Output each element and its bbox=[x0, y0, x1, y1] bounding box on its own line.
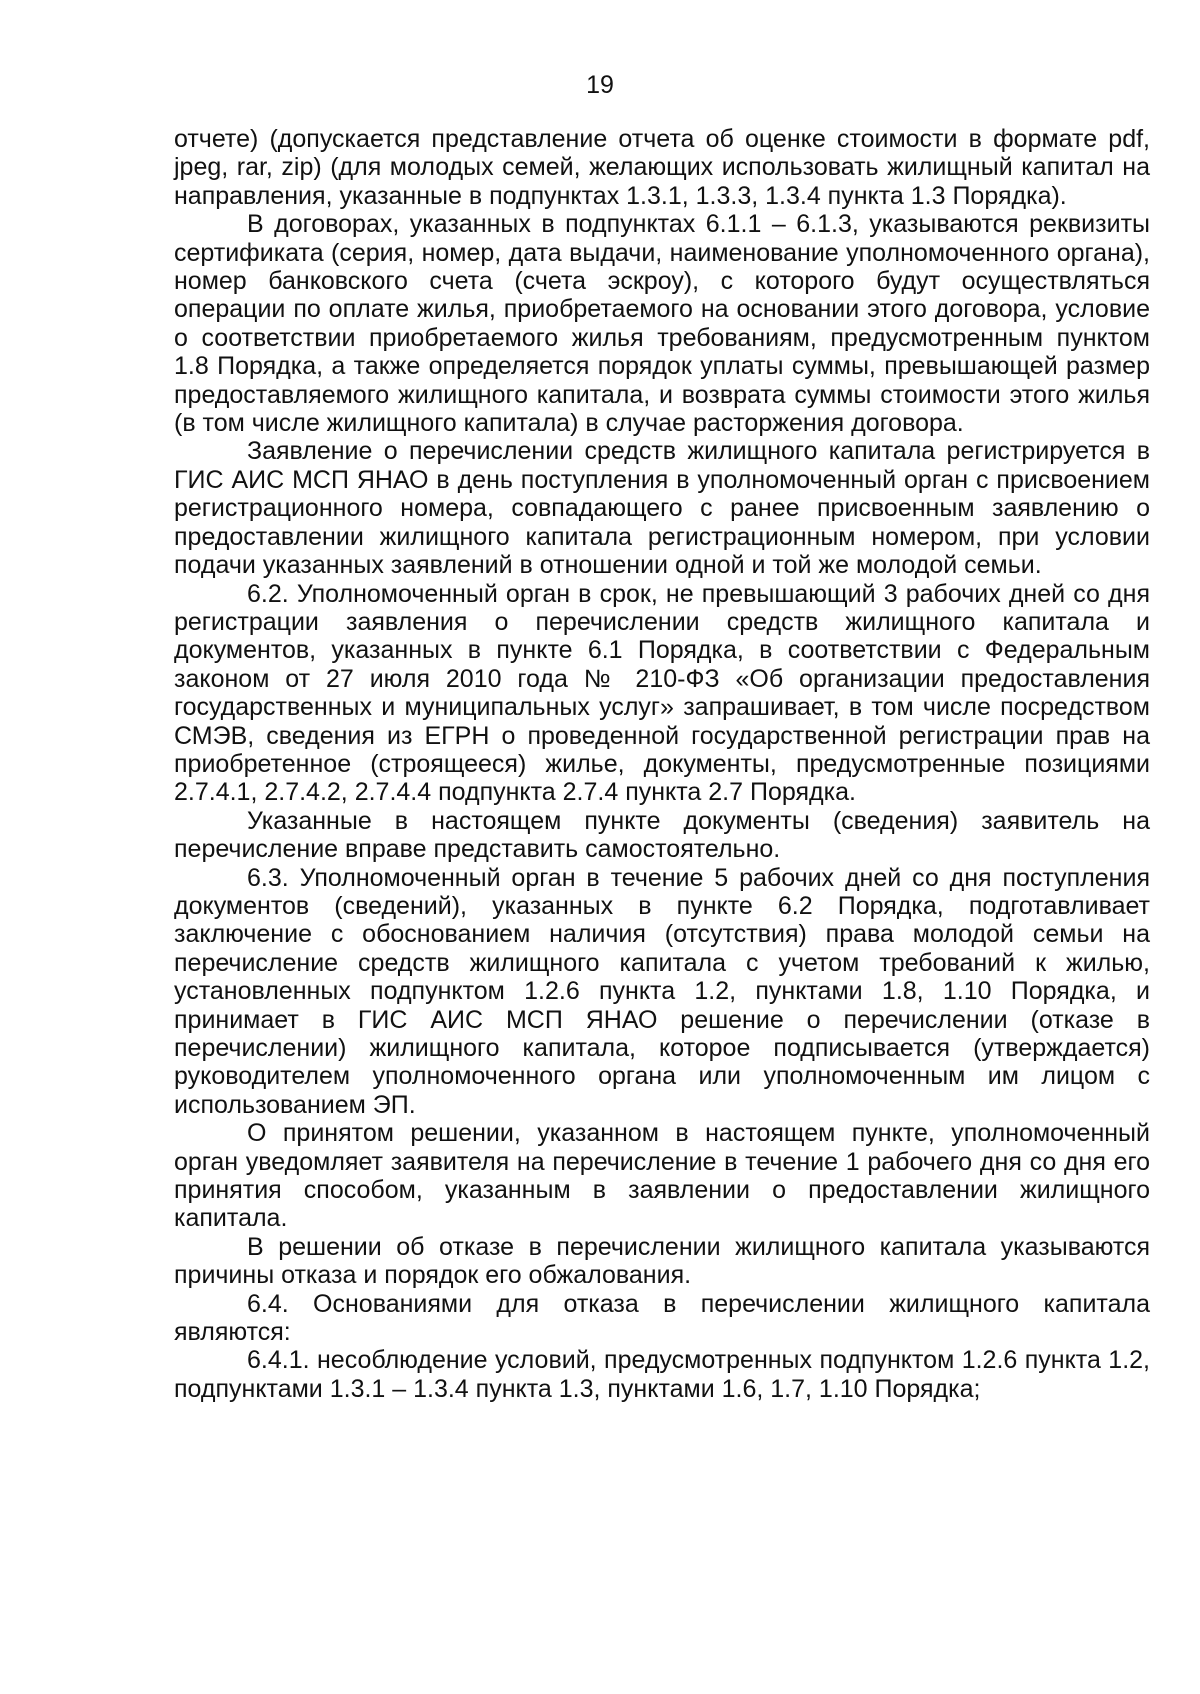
paragraph-6-2: 6.2. Уполномоченный орган в срок, не превышающий 3 рабочих дней со дня регистрации заявления о перечислении средств жилищного капитала и документов, указанных в пункте 6.1 Порядка, в соответствии с Федеральным законом от 27 июля 2010 года № 210-ФЗ «Об организации предоставления государственных и муниципальных услуг» запрашивает, в том числе посредством СМЭВ, сведения из ЕГРН о проведенной государственной регистрации прав на приобретенное (строящееся) жилье, документы, предусмотренные позициями 2.7.4.1, 2.7.4.2, 2.7.4.4 подпункта 2.7.4 пункта 2.7 Порядка. bbox=[174, 579, 1150, 807]
page-number: 19 bbox=[586, 71, 614, 99]
paragraph-3: Заявление о перечислении средств жилищного капитала регистрируется в ГИС АИС МСП ЯНАО в день поступления в уполномоченный орган с присвоением регистрационного номера, совпадающего с ранее присвоенным заявлению о предоставлении жилищного капитала регистрационным номером, при условии подачи указанных заявлений в отношении одной и той же молодой семьи. bbox=[174, 437, 1150, 580]
paragraph-7: О принятом решении, указанном в настоящем пункте, уполномоченный орган уведомляет заявителя на перечисление в течение 1 рабочего дня со дня его принятия способом, указанным в заявлении о предоставлении жилищного капитала. bbox=[174, 1119, 1150, 1233]
document-body bbox=[174, 125, 1150, 1403]
paragraph-6-4-1: 6.4.1. несоблюдение условий, предусмотренных подпунктом 1.2.6 пункта 1.2, подпунктами 1.3.1 – 1.3.4 пункта 1.3, пунктами 1.6, 1.7, 1.10 Порядка; bbox=[174, 1346, 1150, 1403]
paragraph-8: В решении об отказе в перечислении жилищного капитала указываются причины отказа и порядок его обжалования. bbox=[174, 1232, 1150, 1290]
paragraph-6-4: 6.4. Основаниями для отказа в перечислении жилищного капитала являются: bbox=[174, 1289, 1150, 1347]
paragraph-6-3: 6.3. Уполномоченный орган в течение 5 рабочих дней со дня поступления документов (сведений), указанных в пункте 6.2 Порядка, подготавливает заключение с обоснованием наличия (отсутствия) права молодой семьи на перечисление средств жилищного капитала с учетом требований к жилью, установленных подпунктом 1.2.6 пункта 1.2, пунктами 1.8, 1.10 Порядка, и принимает в ГИС АИС МСП ЯНАО решение о перечислении (отказе в перечислении) жилищного капитала, которое подписывается (утверждается) руководителем уполномоченного органа или уполномоченным им лицом с использованием ЭП. bbox=[174, 863, 1150, 1119]
paragraph-2: В договорах, указанных в подпунктах 6.1.1 – 6.1.3, указываются реквизиты сертификата (серия, номер, дата выдачи, наименование уполномоченного органа), номер банковского счета (счета эскроу), с которого будут осуществляться операции по оплате жилья, приобретаемого на основании этого договора, условие о соответствии приобретаемого жилья требованиям, предусмотренным пунктом 1.8 Порядка, а также определяется порядок уплаты суммы, превышающей размер предоставляемого жилищного капитала, и возврата суммы стоимости этого жилья (в том числе жилищного капитала) в случае расторжения договора. bbox=[174, 210, 1150, 438]
paragraph-1: отчете) (допускается представление отчета об оценке стоимости в формате pdf, jpeg, rar, zip) (для молодых семей, желающих использовать жилищный капитал на направления, указанные в подпунктах 1.3.1, 1.3.3, 1.3.4 пункта 1.3 Порядка). bbox=[174, 125, 1150, 210]
paragraph-5: Указанные в настоящем пункте документы (сведения) заявитель на перечисление вправе представить самостоятельно. bbox=[174, 806, 1150, 864]
